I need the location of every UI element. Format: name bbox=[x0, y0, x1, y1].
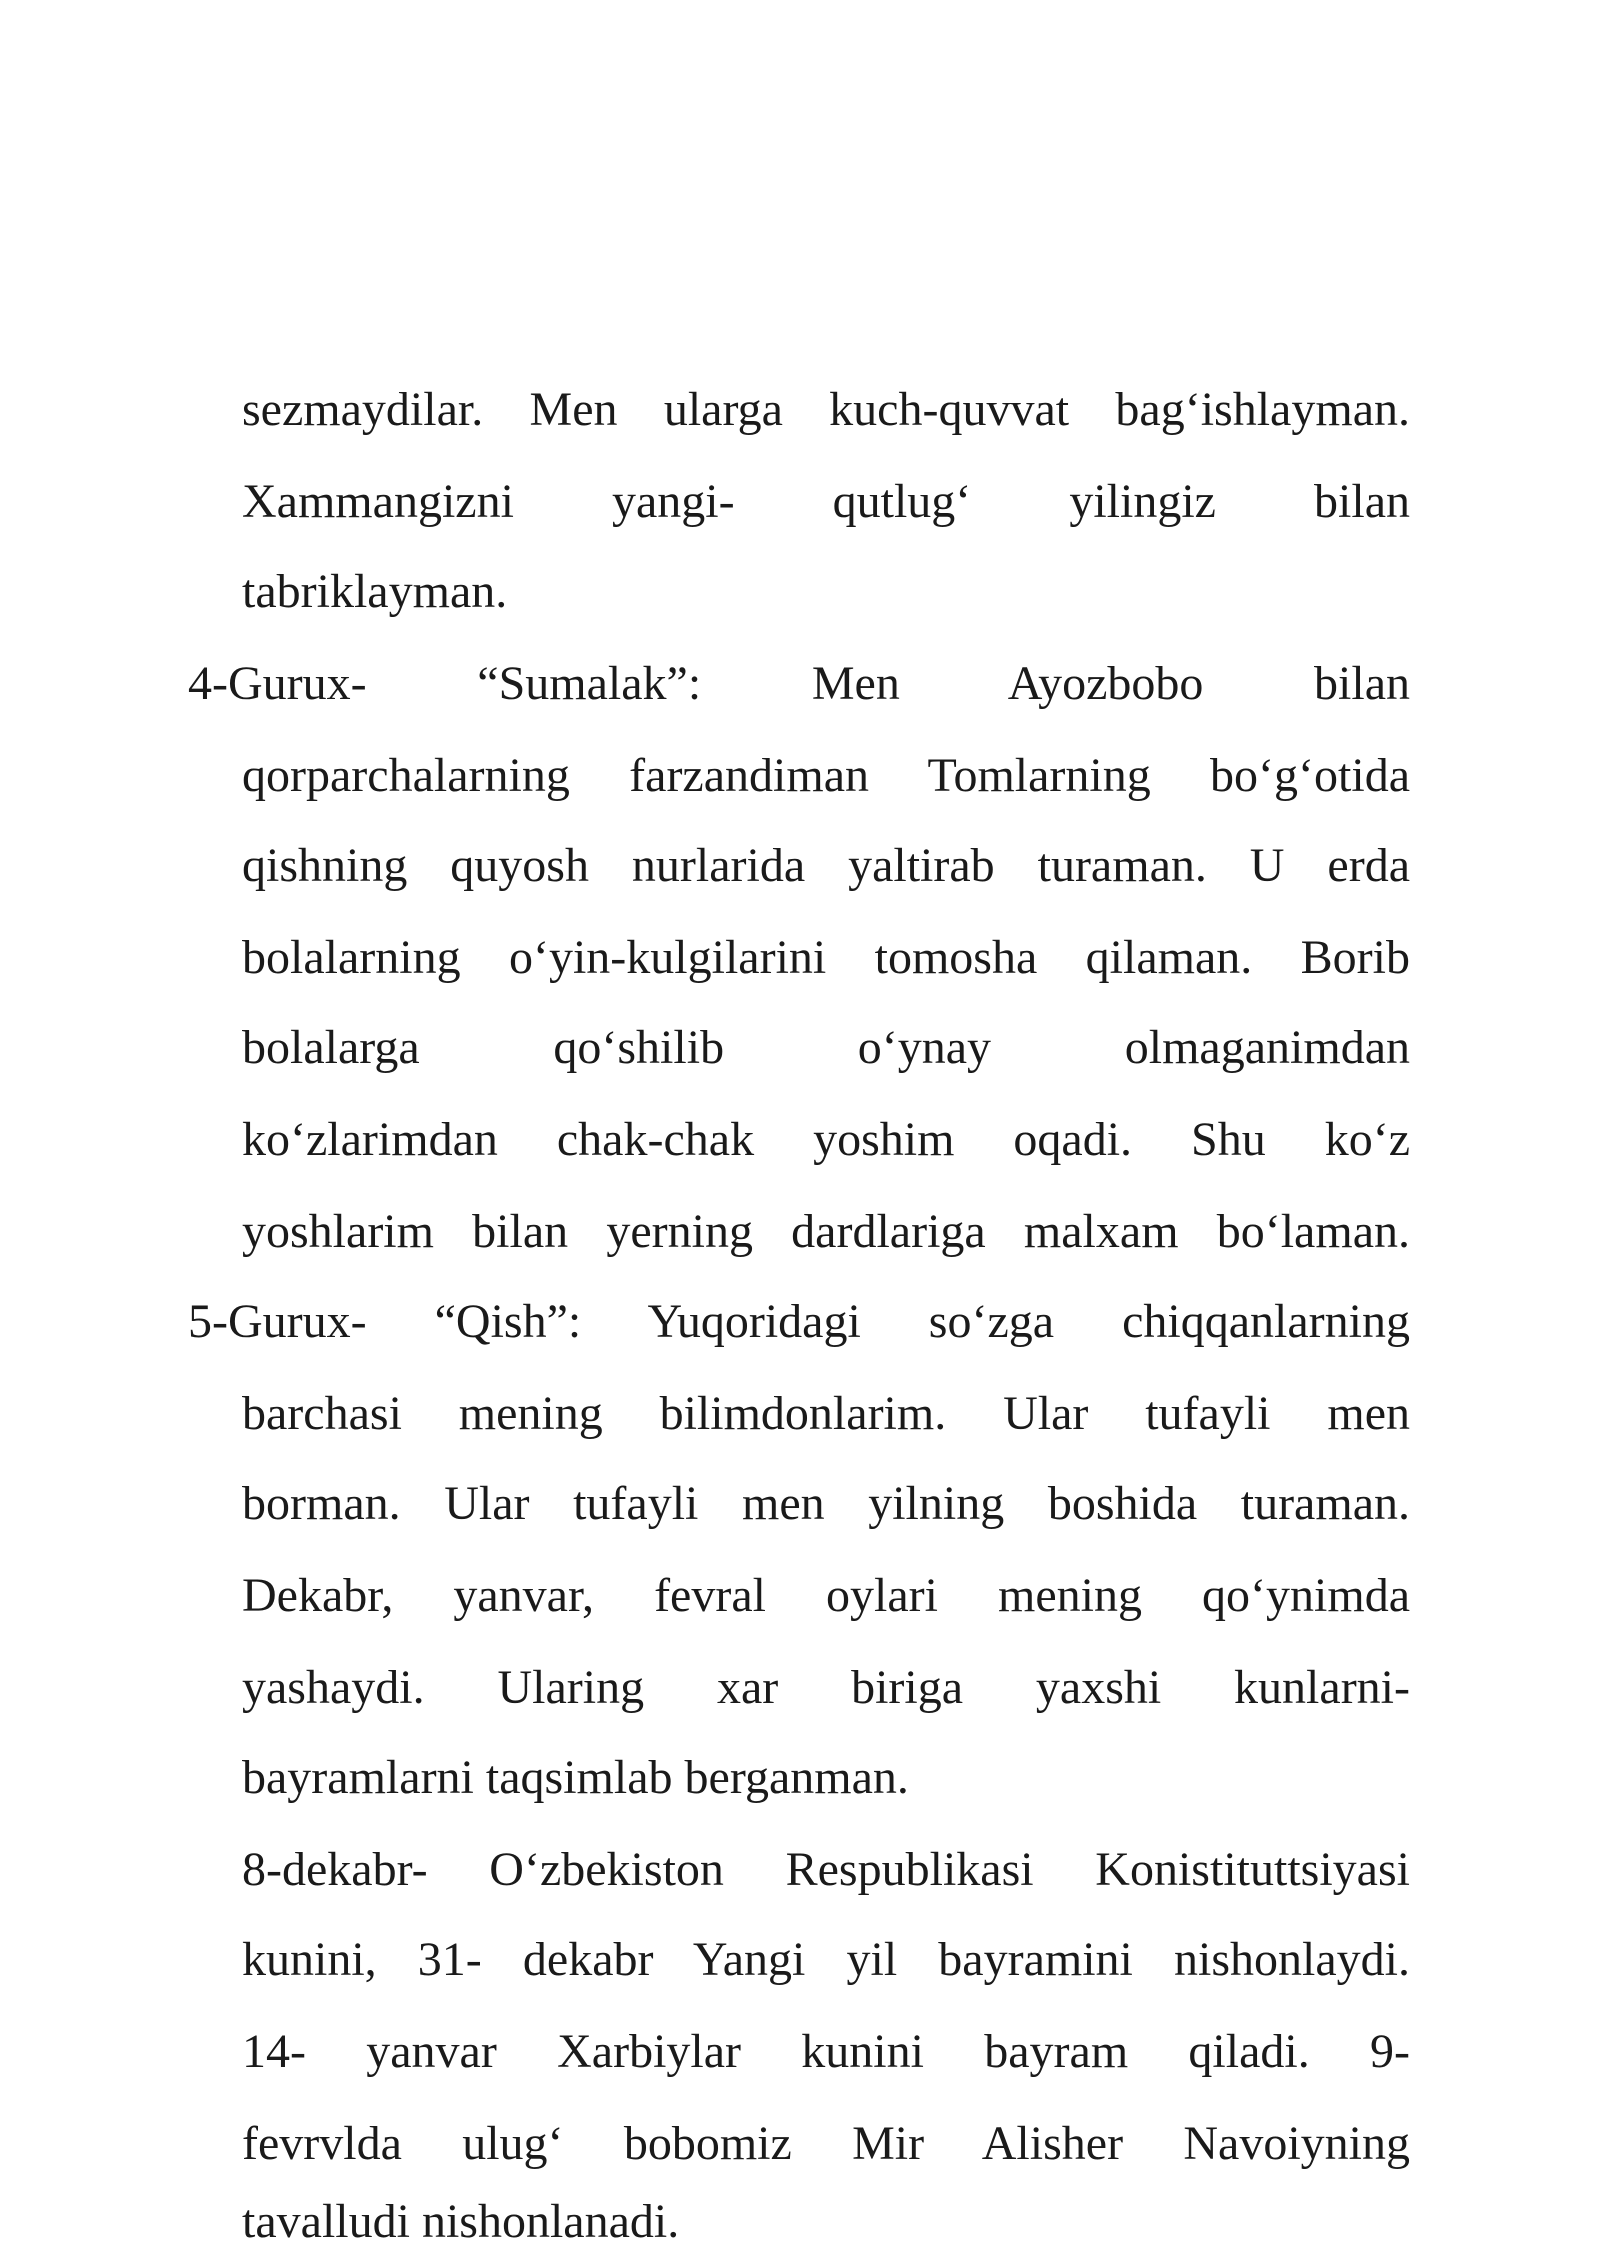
text-line: tabriklayman. bbox=[242, 565, 508, 618]
text-line: 14- yanvar Xarbiylar kunini bayram qiladi. 9- bbox=[242, 2025, 1410, 2078]
text-line: Dekabr, yanvar, fevral oylari mening qo‘ynimda bbox=[242, 1569, 1410, 1622]
text-line: bolalarga qo‘shilib o‘ynay olmaganimdan bbox=[242, 1021, 1410, 1074]
text-line: 5-Gurux- “Qish”: Yuqoridagi so‘zga chiqqanlarning bbox=[188, 1295, 1410, 1348]
text-line: tavalludi nishonlanadi. bbox=[242, 2195, 680, 2248]
text-line: bayramlarni taqsimlab berganman. bbox=[242, 1751, 909, 1804]
text-line: 8-dekabr- O‘zbekiston Respublikasi Konistituttsiyasi bbox=[242, 1843, 1410, 1896]
text-line: borman. Ular tufayli men yilning boshida turaman. bbox=[242, 1477, 1410, 1530]
text-line: ko‘zlarimdan chak-chak yoshim oqadi. Shu ko‘z bbox=[242, 1113, 1410, 1166]
text-line: yashaydi. Ularing xar biriga yaxshi kunlarni- bbox=[242, 1661, 1410, 1714]
text-line: yoshlarim bilan yerning dardlariga malxam bo‘laman. bbox=[242, 1205, 1410, 1258]
text-line: fevrvlda ulug‘ bobomiz Mir Alisher Navoiyning bbox=[242, 2117, 1410, 2170]
text-line: bolalarning o‘yin-kulgilarini tomosha qilaman. Borib bbox=[242, 931, 1410, 984]
text-line: sezmaydilar. Men ularga kuch-quvvat bag‘ishlayman. bbox=[242, 383, 1410, 436]
text-line: kunini, 31- dekabr Yangi yil bayramini nishonlaydi. bbox=[242, 1933, 1410, 1986]
text-line: barchasi mening bilimdonlarim. Ular tufayli men bbox=[242, 1387, 1410, 1440]
text-line: qishning quyosh nurlarida yaltirab turaman. U erda bbox=[242, 839, 1410, 892]
text-line: 4-Gurux- “Sumalak”: Men Ayozbobo bilan bbox=[188, 657, 1410, 710]
text-line: qorparchalarning farzandiman Tomlarning bo‘g‘otida bbox=[242, 749, 1410, 802]
text-line: Xammangizni yangi- qutlug‘ yilingiz bilan bbox=[242, 475, 1410, 528]
